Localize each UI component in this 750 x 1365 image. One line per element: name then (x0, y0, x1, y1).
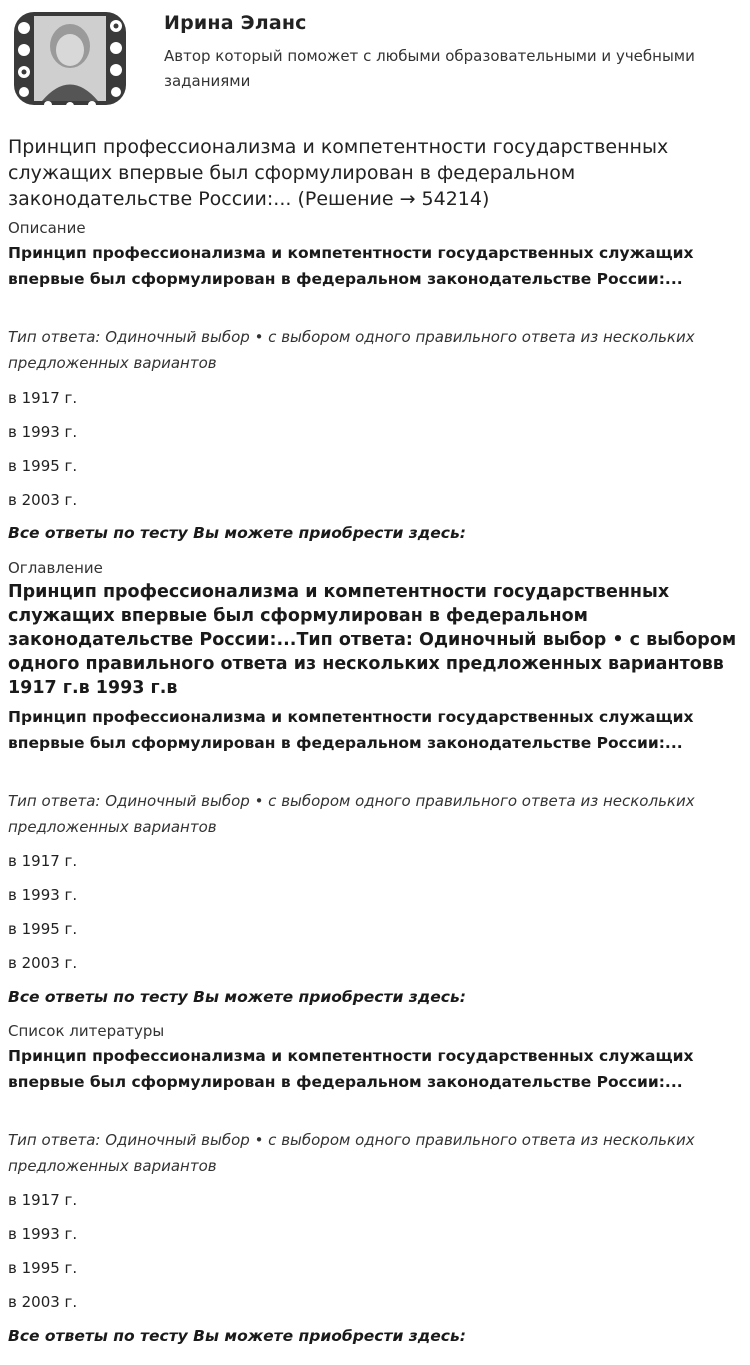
author-name[interactable]: Ирина Эланс (164, 12, 307, 34)
toc-option: в 1993 г. (8, 886, 78, 904)
toc-heading: Принцип профессионализма и компетентности государственных служащих впервые был сформулирован в федеральном законодательстве России:...Тип ответа: Одиночный выбор • с выбором одного правильного ответа из нескольких предложенных вариантовв 1917 г.в 1993 г.в (8, 582, 737, 698)
literature-option: в 2003 г. (8, 1293, 78, 1311)
literature-label: Список литературы (8, 1022, 165, 1040)
toc-option: в 2003 г. (8, 954, 78, 972)
description-option: в 1993 г. (8, 423, 78, 441)
author-card (0, 0, 750, 118)
description-option: в 1995 г. (8, 457, 78, 475)
toc-buy-link[interactable]: Все ответы по тесту Вы можете приобрести здесь: (8, 988, 466, 1006)
description-option: в 1917 г. (8, 389, 78, 407)
description-option: в 2003 г. (8, 491, 78, 509)
toc-label: Оглавление (8, 559, 103, 577)
toc-option: в 1995 г. (8, 920, 78, 938)
description-answer-type: Тип ответа: Одиночный выбор • с выбором одного правильного ответа из нескольких предложенных вариантов (8, 328, 695, 372)
literature-option: в 1993 г. (8, 1225, 78, 1243)
toc-option: в 1917 г. (8, 852, 78, 870)
description-label: Описание (8, 219, 86, 237)
toc-question: Принцип профессионализма и компетентности государственных служащих впервые был сформулирован в федеральном законодательстве России:... (8, 708, 694, 752)
author-description: Автор который поможет с любыми образовательными и учебными заданиями (164, 47, 695, 90)
toc-answer-type: Тип ответа: Одиночный выбор • с выбором одного правильного ответа из нескольких предложенных вариантов (8, 792, 695, 836)
description-question: Принцип профессионализма и компетентности государственных служащих впервые был сформулирован в федеральном законодательстве России:... (8, 244, 694, 288)
author-avatar[interactable] (8, 6, 132, 111)
literature-answer-type: Тип ответа: Одиночный выбор • с выбором одного правильного ответа из нескольких предложенных вариантов (8, 1131, 695, 1175)
page-title: Принцип профессионализма и компетентности государственных служащих впервые был сформулирован в федеральном законодательстве России:... (Решение → 54214) (8, 136, 669, 210)
literature-option: в 1995 г. (8, 1259, 78, 1277)
description-buy-link[interactable]: Все ответы по тесту Вы можете приобрести здесь: (8, 524, 466, 542)
literature-buy-link[interactable]: Все ответы по тесту Вы можете приобрести здесь: (8, 1327, 466, 1345)
literature-question: Принцип профессионализма и компетентности государственных служащих впервые был сформулирован в федеральном законодательстве России:... (8, 1047, 694, 1091)
literature-option: в 1917 г. (8, 1191, 78, 1209)
